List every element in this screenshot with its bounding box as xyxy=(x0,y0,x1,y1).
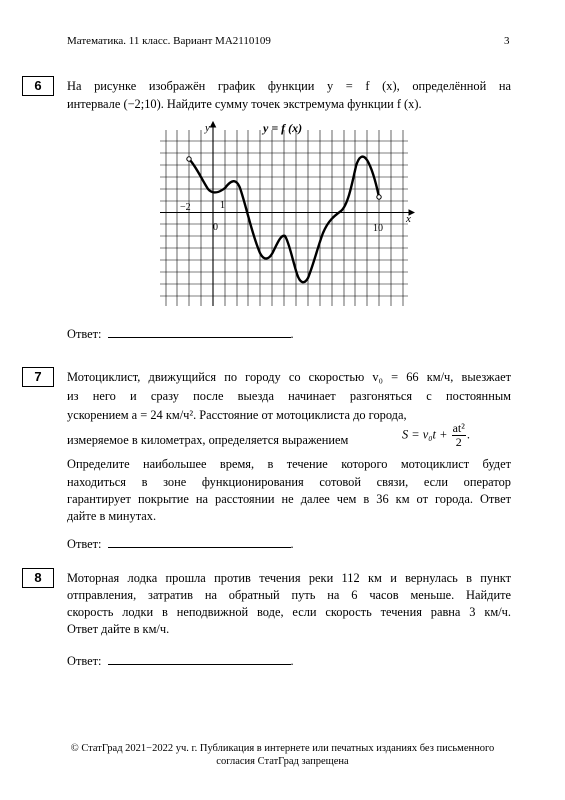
graph-grid xyxy=(160,130,408,306)
task-7-line-1: Мотоциклист, движущийся по городу со скоростью v₀ = 66 км/ч, выезжает xyxy=(67,370,511,384)
task-7-line-4 xyxy=(67,432,348,449)
task-7-line-8: дайте в минутах. xyxy=(67,509,157,523)
task-7-answer: Ответ: . xyxy=(67,537,294,551)
x-axis-label: x xyxy=(406,213,411,225)
task-7-line-7: гарантирует покрытие на расстоянии не далее чем в 36 км от города. Ответ xyxy=(67,492,511,506)
task-8-answer-field[interactable] xyxy=(108,652,291,665)
task-8-answer-label: Ответ: xyxy=(67,654,102,668)
tick-label-zero: 0 xyxy=(213,222,218,233)
task-6-number: 6 xyxy=(22,76,54,96)
task-7-number: 7 xyxy=(22,367,54,387)
page-number: 3 xyxy=(504,35,510,47)
task-7-formula: S = v₀t + $\frac{\text{at²}}{2}$ . xyxy=(402,421,470,449)
footer-line-2: согласия СтатГрад запрещена xyxy=(216,756,349,767)
task-6-line-2: интервале (−2;10). Найдите сумму точек экстремума функции f (x). xyxy=(67,97,422,111)
task-7-line-2: из него и сразу после выезда начинает разгоняться с постоянным xyxy=(67,389,511,403)
task-7-line-4-text: измеряемое в километрах, определяется выражением xyxy=(67,433,349,447)
task-8-number: 8 xyxy=(22,568,54,588)
task-7-line-5: Определите наибольшее время, в течение которого мотоциклист будет xyxy=(67,457,511,471)
graph-title: y = f (x) xyxy=(263,121,303,135)
left-endpoint-open xyxy=(187,157,191,161)
task-8-line-4: Ответ дайте в км/ч. xyxy=(67,622,170,636)
tick-label-ten: 10 xyxy=(373,223,383,234)
task-6-answer-field[interactable] xyxy=(108,325,291,338)
right-endpoint-open xyxy=(377,195,381,199)
task-8-line-1: Моторная лодка прошла против течения реки 112 км и вернулась в пункт xyxy=(67,571,511,585)
task-8-answer: Ответ: . xyxy=(67,654,294,668)
task-6-line-1: На рисунке изображён график функции y = f (x), определённой на xyxy=(67,79,511,93)
footer-line-1: © СтатГрад 2021−2022 уч. г. Публикация в интернете или печатных изданиях без письменного xyxy=(70,743,495,754)
task-7-line-3: ускорением a = 24 км/ч². Расстояние от мотоциклиста до города, xyxy=(67,408,407,422)
task-7-answer-label: Ответ: xyxy=(67,537,102,551)
y-axis-label: y xyxy=(205,122,210,134)
task-8-line-2: отправления, затратив на обратный путь на 6 часов меньше. Найдите xyxy=(67,588,511,602)
task-8-line-3: скорость лодки в неподвижной воде, если скорость течения равна 3 км/ч. xyxy=(67,605,511,619)
tick-label-minus-2: −2 xyxy=(180,202,191,213)
task-7-line-6: находиться в зоне функционирования сотовой связи, если оператор xyxy=(67,475,511,489)
task-7-answer-field[interactable] xyxy=(108,535,291,548)
page-header-title: Математика. 11 класс. Вариант МА2110109 xyxy=(67,35,271,47)
function-graph xyxy=(150,115,420,315)
tick-label-one: 1 xyxy=(220,200,225,211)
task-6-answer-label: Ответ: xyxy=(67,327,102,341)
task-6-answer: Ответ: . xyxy=(67,327,294,341)
